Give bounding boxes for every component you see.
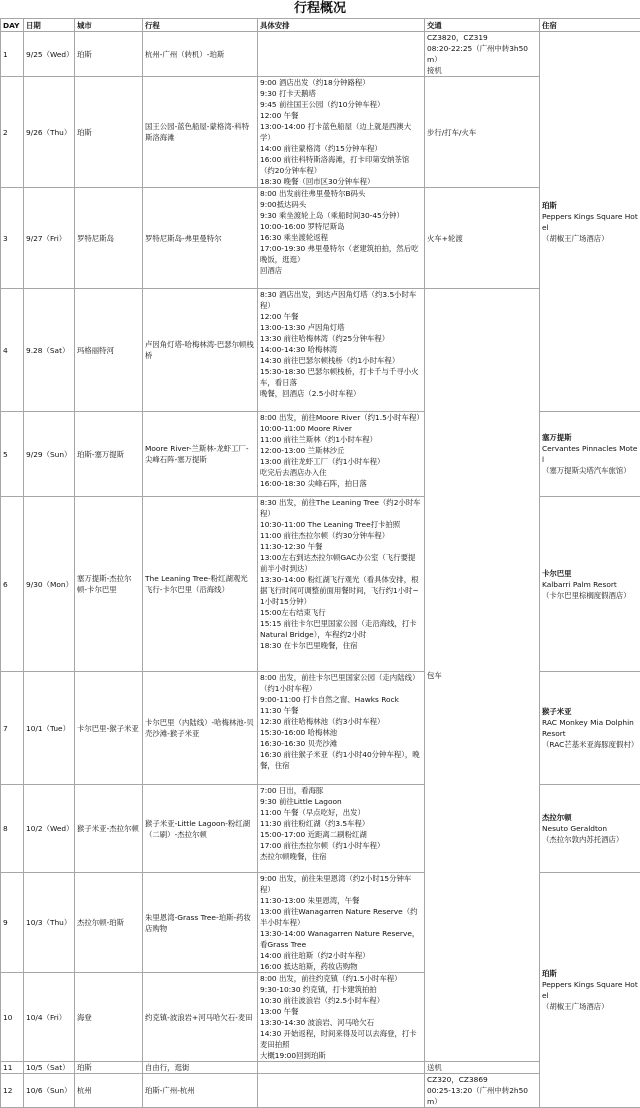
details-cell-line: 17:00 前往杰拉尔顿（约1小时车程） bbox=[260, 840, 422, 851]
date-cell: 10/3（Thu） bbox=[24, 873, 75, 973]
details-cell-line: 8:00 出发，前往卡尔巴里国家公园（走内陆线）（约1小时车程） bbox=[260, 672, 422, 694]
day-cell: 8 bbox=[1, 785, 24, 873]
details-cell bbox=[258, 32, 425, 77]
hotel-line: （胡椒王广场酒店） bbox=[542, 1001, 638, 1012]
city-cell: 海登 bbox=[75, 973, 143, 1062]
day-cell: 6 bbox=[1, 497, 24, 672]
details-cell-line: 10:00-16:00 罗特尼斯岛 bbox=[260, 221, 422, 232]
details-cell-line: 11:30-13:00 朱里恩湾，午餐 bbox=[260, 895, 422, 906]
details-cell-line: 大概19:00回到珀斯 bbox=[260, 1050, 422, 1061]
details-cell bbox=[258, 77, 425, 188]
day-cell: 2 bbox=[1, 77, 24, 188]
details-cell-line: 16:00 前往科特斯洛海滩，打卡印第安纳茶馆（约20分钟车程） bbox=[260, 154, 422, 176]
header-details: 具体安排 bbox=[258, 19, 425, 32]
details-cell-line: 16:00 抵达珀斯，药妆店购物 bbox=[260, 961, 422, 972]
route-cell: 猴子米亚-Little Lagoon-粉红湖（二刷）-杰拉尔顿 bbox=[143, 785, 258, 873]
hotel-cell bbox=[540, 785, 640, 873]
hotel-city: 猴子米亚 bbox=[542, 706, 638, 717]
details-cell-line: 11:30 午餐 bbox=[260, 705, 422, 716]
city-cell: 珀斯 bbox=[75, 32, 143, 77]
details-cell-line: 12:30 前往哈梅林池（约3小时车程） bbox=[260, 716, 422, 727]
details-cell bbox=[258, 973, 425, 1062]
hotel-line: （胡椒王广场酒店） bbox=[542, 233, 638, 244]
details-cell-line: 14:00 前往珀斯（约2小时车程） bbox=[260, 950, 422, 961]
hotel-line: （卡尔巴里棕榈度假酒店） bbox=[542, 590, 638, 601]
details-cell bbox=[258, 188, 425, 289]
header-day: DAY bbox=[1, 19, 24, 32]
hotel-line: Peppers Kings Square Hotel bbox=[542, 211, 638, 233]
route-cell: 国王公园-蓝色船屋-蒙格湾-科特斯洛海滩 bbox=[143, 77, 258, 188]
hotel-cell bbox=[540, 873, 640, 1108]
city-cell: 杭州 bbox=[75, 1074, 143, 1108]
hotel-city: 珀斯 bbox=[542, 968, 638, 979]
city-cell: 猴子米亚-杰拉尔顿 bbox=[75, 785, 143, 873]
details-cell-line: 10:30-11:00 The Leaning Tree打卡拍照 bbox=[260, 519, 422, 530]
details-cell-line: 9:00 出发，前往朱里恩湾（约2小时15分钟车程） bbox=[260, 873, 422, 895]
details-cell-line: 9:00 酒店出发（约18分钟路程） bbox=[260, 77, 422, 88]
details-cell-line: 11:00 前往兰斯林（约1小时车程） bbox=[260, 434, 422, 445]
details-cell-line: 14:00 前往蒙格湾（约15分钟车程） bbox=[260, 143, 422, 154]
hotel-line: Kalbarri Palm Resort bbox=[542, 579, 638, 590]
details-cell bbox=[258, 672, 425, 785]
date-cell: 10/4（Fri） bbox=[24, 973, 75, 1062]
transport-cell bbox=[425, 188, 540, 289]
date-cell: 10/5（Sat） bbox=[24, 1062, 75, 1074]
route-cell: 朱里恩湾-Grass Tree-珀斯-药妆店购物 bbox=[143, 873, 258, 973]
city-cell: 玛格丽特河 bbox=[75, 289, 143, 412]
day-cell: 3 bbox=[1, 188, 24, 289]
route-cell: The Leaning Tree-粉红湖观光飞行-卡尔巴里（沿海线） bbox=[143, 497, 258, 672]
details-cell-line: 18:30 在卡尔巴里晚餐，住宿 bbox=[260, 640, 422, 651]
date-cell: 9.28（Sat） bbox=[24, 289, 75, 412]
hotel-cell bbox=[540, 32, 640, 412]
details-cell-line: 18:30 晚餐（回市区30分钟车程） bbox=[260, 176, 422, 187]
details-cell-line: 16:30 前往猴子米亚（约1小时40分钟车程），晚餐，住宿 bbox=[260, 749, 422, 771]
table-row bbox=[1, 497, 640, 672]
details-cell-line: 9:30 打卡天鹅塔 bbox=[260, 88, 422, 99]
details-cell-line: 13:30-14:00 粉红湖飞行观光（看具体安排，根据飞行时间可调整前面用餐时间，飞行约1小时~1小时15分钟） bbox=[260, 574, 422, 607]
page-title: 行程概况 bbox=[0, 0, 640, 18]
hotel-city: 杰拉尔顿 bbox=[542, 812, 638, 823]
hotel-line: （塞万提斯尖塔汽车旅馆） bbox=[542, 465, 638, 476]
route-cell: Moore River-兰斯林-龙虾工厂-尖峰石阵-塞万提斯 bbox=[143, 412, 258, 497]
details-cell-line: 9:30 乘坐渡轮上岛（乘船时间30-45分钟） bbox=[260, 210, 422, 221]
details-cell-line: 13:30-14:00 Wanagarren Nature Reserve，看Grass Tree bbox=[260, 928, 422, 950]
table-row bbox=[1, 873, 640, 973]
details-cell-line: 11:30-12:30 午餐 bbox=[260, 541, 422, 552]
route-cell: 卡尔巴里（内陆线）-哈梅林池-贝壳沙滩-猴子米亚 bbox=[143, 672, 258, 785]
transport-cell-line: 送机 bbox=[427, 1062, 537, 1073]
details-cell-line: 10:30 前往波浪岩（约2.5小时车程） bbox=[260, 995, 422, 1006]
details-cell-line: 8:00 出发，前往Moore River（约1.5小时车程） bbox=[260, 412, 422, 423]
details-cell-line: 15:15 前往卡尔巴里国家公园（走沿海线，打卡Natural Bridge），车程约2小时 bbox=[260, 618, 422, 640]
details-cell-line: 12:00 午餐 bbox=[260, 110, 422, 121]
hotel-city: 卡尔巴里 bbox=[542, 568, 638, 579]
day-cell: 10 bbox=[1, 973, 24, 1062]
transport-cell-line: 接机 bbox=[427, 65, 537, 76]
table-row bbox=[1, 672, 640, 785]
transport-cell bbox=[425, 77, 540, 188]
details-cell-line: 7:00 日出，看海豚 bbox=[260, 785, 422, 796]
date-cell: 9/29（Sun） bbox=[24, 412, 75, 497]
header-route: 行程 bbox=[143, 19, 258, 32]
details-cell-line: 吃完后去酒店办入住 bbox=[260, 467, 422, 478]
transport-cell-line: 08:20-22:25（广州中转3h50m） bbox=[427, 43, 537, 65]
transport-cell-merged-line: 包车 bbox=[427, 670, 537, 681]
details-cell-line: 11:00 午餐（早点吃好，出发） bbox=[260, 807, 422, 818]
route-cell: 罗特尼斯岛-弗里曼特尔 bbox=[143, 188, 258, 289]
day-cell: 12 bbox=[1, 1074, 24, 1108]
day-cell: 5 bbox=[1, 412, 24, 497]
details-cell-line: 10:00-11:00 Moore River bbox=[260, 423, 422, 434]
city-cell: 卡尔巴里-猴子米亚 bbox=[75, 672, 143, 785]
date-cell: 9/25（Wed） bbox=[24, 32, 75, 77]
header-row bbox=[1, 19, 640, 32]
transport-cell bbox=[425, 1062, 540, 1074]
hotel-cell bbox=[540, 412, 640, 497]
header-date: 日期 bbox=[24, 19, 75, 32]
details-cell-line: 15:30-18:30 巴瑟尔顿栈桥，打卡千与千寻小火车，看日落 bbox=[260, 366, 422, 388]
route-cell: 卢因角灯塔-哈梅林湾-巴瑟尔顿栈桥 bbox=[143, 289, 258, 412]
day-cell: 7 bbox=[1, 672, 24, 785]
details-cell bbox=[258, 289, 425, 412]
details-cell-line: 13:00左右到达杰拉尔顿GAC办公室（飞行要提前半小时到达） bbox=[260, 552, 422, 574]
details-cell-line: 13:30-14:30 波浪岩、河马哈欠石 bbox=[260, 1017, 422, 1028]
transport-cell-line: CZ320，CZ3869 bbox=[427, 1074, 537, 1085]
hotel-cell bbox=[540, 497, 640, 672]
details-cell-line: 晚餐，回酒店（2.5小时车程） bbox=[260, 388, 422, 399]
details-cell-line: 9:30-10:30 约克镇，打卡建筑拍拍 bbox=[260, 984, 422, 995]
table-row bbox=[1, 32, 640, 77]
itinerary-table bbox=[0, 18, 640, 1108]
table-row bbox=[1, 785, 640, 873]
details-cell-line: 13:00 前往龙虾工厂（约1小时车程） bbox=[260, 456, 422, 467]
header-transport: 交通 bbox=[425, 19, 540, 32]
table-row bbox=[1, 412, 640, 497]
day-cell: 1 bbox=[1, 32, 24, 77]
date-cell: 9/26（Thu） bbox=[24, 77, 75, 188]
city-cell: 珀斯-塞万提斯 bbox=[75, 412, 143, 497]
date-cell: 10/2（Wed） bbox=[24, 785, 75, 873]
date-cell: 10/6（Sun） bbox=[24, 1074, 75, 1108]
transport-cell-merged bbox=[425, 289, 540, 1062]
details-cell-line: 13:00 午餐 bbox=[260, 1006, 422, 1017]
details-cell-line: 14:30 前往巴瑟尔顿栈桥（约1小时车程） bbox=[260, 355, 422, 366]
details-cell bbox=[258, 1062, 425, 1074]
transport-cell-line: 步行/打车/火车 bbox=[427, 127, 537, 138]
details-cell-line: 13:30 前往哈梅林湾（约25分钟车程） bbox=[260, 333, 422, 344]
route-cell: 约克镇-波浪岩+河马哈欠石-麦田 bbox=[143, 973, 258, 1062]
details-cell-line: 杰拉尔顿晚餐，住宿 bbox=[260, 851, 422, 862]
transport-cell bbox=[425, 32, 540, 77]
city-cell: 杰拉尔顿-珀斯 bbox=[75, 873, 143, 973]
details-cell-line: 8:00 出发前往弗里曼特尔B码头 bbox=[260, 188, 422, 199]
date-cell: 9/30（Mon） bbox=[24, 497, 75, 672]
details-cell-line: 15:00-17:00 近距离二刷粉红湖 bbox=[260, 829, 422, 840]
details-cell-line: 17:00-19:30 弗里曼特尔（老建筑拍拍，然后吃晚饭，逛逛） bbox=[260, 243, 422, 265]
details-cell-line: 9:45 前往国王公园（约10分钟车程） bbox=[260, 99, 422, 110]
details-cell-line: 16:30 乘坐渡轮返程 bbox=[260, 232, 422, 243]
details-cell-line: 回酒店 bbox=[260, 265, 422, 276]
details-cell-line: 8:00 出发，前往约克镇（约1.5小时车程） bbox=[260, 973, 422, 984]
details-cell-line: 12:00-13:00 兰斯林沙丘 bbox=[260, 445, 422, 456]
hotel-city: 珀斯 bbox=[542, 200, 638, 211]
city-cell: 罗特尼斯岛 bbox=[75, 188, 143, 289]
itinerary-body bbox=[1, 19, 640, 1108]
hotel-cell bbox=[540, 672, 640, 785]
date-cell: 9/27（Fri） bbox=[24, 188, 75, 289]
route-cell: 杭州-广州（转机）-珀斯 bbox=[143, 32, 258, 77]
route-cell: 自由行，逛街 bbox=[143, 1062, 258, 1074]
header-city: 城市 bbox=[75, 19, 143, 32]
hotel-line: Peppers Kings Square Hotel bbox=[542, 979, 638, 1001]
hotel-line: Cervantes Pinnacles Motel bbox=[542, 443, 638, 465]
details-cell bbox=[258, 873, 425, 973]
details-cell bbox=[258, 785, 425, 873]
hotel-line: （RAC芒基米亚海豚度假村） bbox=[542, 739, 638, 750]
header-hotel: 住宿 bbox=[540, 19, 640, 32]
details-cell bbox=[258, 1074, 425, 1108]
transport-cell-line: 00:25-13:20（广州中转2h50m） bbox=[427, 1085, 537, 1107]
details-cell bbox=[258, 497, 425, 672]
details-cell-line: 8:30 出发，前往The Leaning Tree（约2小时车程） bbox=[260, 497, 422, 519]
date-cell: 10/1（Tue） bbox=[24, 672, 75, 785]
details-cell-line: 12:00 午餐 bbox=[260, 311, 422, 322]
hotel-city: 塞万提斯 bbox=[542, 432, 638, 443]
details-cell-line: 9:00-11:00 打卡自然之窗、Hawks Rock bbox=[260, 694, 422, 705]
hotel-line: RAC Monkey Mia Dolphin Resort bbox=[542, 717, 638, 739]
details-cell-line: 11:00 前往杰拉尔顿（约30分钟车程） bbox=[260, 530, 422, 541]
city-cell: 珀斯 bbox=[75, 77, 143, 188]
details-cell-line: 16:30-16:30 贝壳沙滩 bbox=[260, 738, 422, 749]
day-cell: 4 bbox=[1, 289, 24, 412]
details-cell-line: 15:00左右结束飞行 bbox=[260, 607, 422, 618]
route-cell: 珀斯-广州-杭州 bbox=[143, 1074, 258, 1108]
details-cell-line: 16:00-18:30 尖峰石阵，拍日落 bbox=[260, 478, 422, 489]
details-cell-line: 13:00 前往Wanagarren Nature Reserve（约半小时车程） bbox=[260, 906, 422, 928]
details-cell-line: 13:00-14:00 打卡蓝色船屋（边上就是西澳大学） bbox=[260, 121, 422, 143]
details-cell-line: 8:30 酒店出发，到达卢因角灯塔（约3.5小时车程） bbox=[260, 289, 422, 311]
details-cell-line: 15:30-16:00 哈梅林池 bbox=[260, 727, 422, 738]
hotel-line: （杰拉尔敦内苏托酒店） bbox=[542, 834, 638, 845]
details-cell-line: 9:00抵达码头 bbox=[260, 199, 422, 210]
hotel-line: Nesuto Geraldton bbox=[542, 823, 638, 834]
details-cell-line: 14:30 开始返程，时间来得及可以去海登，打卡麦田拍照 bbox=[260, 1028, 422, 1050]
transport-cell-line: 火车+轮渡 bbox=[427, 233, 537, 244]
day-cell: 11 bbox=[1, 1062, 24, 1074]
details-cell-line: 14:00-14:30 哈梅林湾 bbox=[260, 344, 422, 355]
details-cell-line: 11:30 前往粉红湖（约3.5车程） bbox=[260, 818, 422, 829]
day-cell: 9 bbox=[1, 873, 24, 973]
transport-cell-line: CZ3820，CZ319 bbox=[427, 32, 537, 43]
details-cell-line: 13:00-13:30 卢因角灯塔 bbox=[260, 322, 422, 333]
details-cell bbox=[258, 412, 425, 497]
transport-cell bbox=[425, 1074, 540, 1108]
details-cell-line: 9:30 前往Little Lagoon bbox=[260, 796, 422, 807]
city-cell: 珀斯 bbox=[75, 1062, 143, 1074]
city-cell: 塞万提斯-杰拉尔顿-卡尔巴里 bbox=[75, 497, 143, 672]
